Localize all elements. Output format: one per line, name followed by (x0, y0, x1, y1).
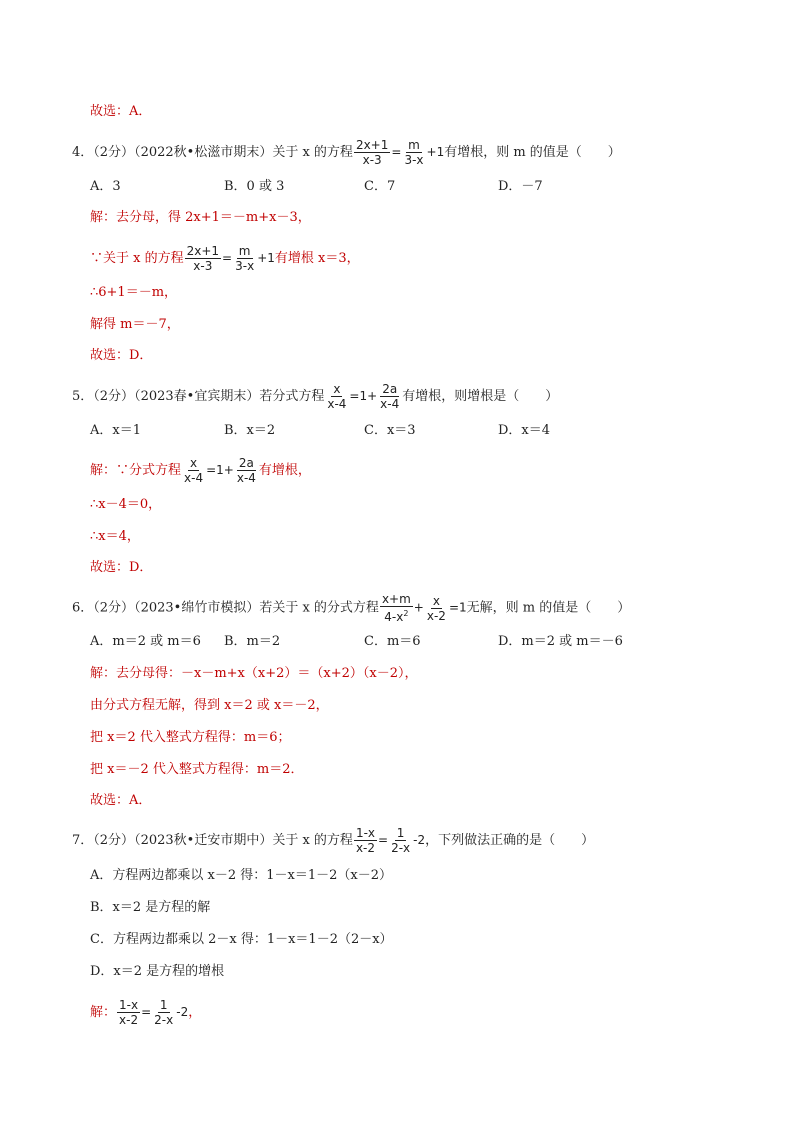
q6-option-c: C．m＝6 (364, 634, 421, 649)
q5-source: （2023春•宜宾期末） (134, 389, 260, 404)
q6-solution-3: 把 x＝2 代入整式方程得：m＝6； (90, 730, 291, 745)
q4-solution-2: ∵关于 x 的方程 $\frac{2x+1}{x-3}$ = $\frac{m}{3-x}$ +1有增根 x＝3， (90, 244, 360, 273)
q7-fraction-2: $\frac{1}{2-x}$ (391, 826, 411, 855)
q7-option-a: A．方程两边都乘以 x－2 得：1－x＝1－2（x－2） (90, 868, 393, 883)
question-6-stem (72, 592, 630, 624)
q6-score: （2分） (93, 600, 135, 616)
q7-eq: = (378, 833, 389, 847)
q6-answer: 故选：A． (90, 793, 152, 808)
q5-option-c: C．x＝3 (364, 423, 416, 438)
q5-solution-1: 解：∵分式方程 $\frac{x}{x-4}$ =1+ $\frac{2a}{x-4}$ 有增根， (90, 456, 311, 485)
q4-stem-b: 有增根，则 m 的值是（ ） (444, 145, 621, 160)
q4-option-a: A．3 (90, 179, 121, 194)
q4-plus1: +1 (426, 145, 445, 159)
q4-eq: = (391, 145, 402, 159)
q7-fraction-1: $\frac{1-x}{x-2}$ (355, 826, 376, 855)
q7-sol-fraction-1: $\frac{1-x}{x-2}$ (119, 998, 139, 1027)
q7-option-c: C．方程两边都乘以 2－x 得：1－x＝1－2（2－x） (90, 932, 393, 947)
q7-number: 7． (72, 833, 94, 848)
q5-option-b: B．x＝2 (224, 423, 276, 438)
q6-source: （2023•绵竹市模拟） (134, 600, 260, 616)
q4-sol2-a: ∵关于 x 的方程 (90, 251, 184, 266)
q6-stem-a: 若关于 x 的分式方程 (259, 600, 379, 616)
prev-answer: 故选：A． (90, 104, 152, 119)
q5-fraction-1: $\frac{x}{x-4}$ (327, 382, 347, 411)
q6-solution-2: 由分式方程无解，得到 x＝2 或 x＝－2， (90, 698, 329, 713)
q5-stem-b: 有增根，则增根是（ ） (402, 389, 559, 404)
q4-sol-fraction-2: $\frac{m}{3-x}$ (235, 244, 255, 273)
q7-sol-fraction-2: $\frac{1}{2-x}$ (154, 998, 174, 1027)
q6-fraction-1: $\frac{x+m}{4-x^2}$ (381, 592, 411, 624)
q7-minus2: -2 (413, 833, 426, 847)
q4-solution-1: 解：去分母，得 2x+1＝－m+x－3， (90, 210, 311, 225)
q5-number: 5． (72, 389, 94, 404)
q4-answer: 故选：D． (90, 348, 153, 363)
q6-fraction-2: $\frac{x}{x-2}$ (426, 593, 446, 623)
q6-option-b: B．m＝2 (224, 634, 281, 649)
q5-sol1-a: 解：∵分式方程 (90, 463, 182, 478)
q4-fraction-2: $\frac{m}{3-x}$ (404, 138, 424, 167)
q5-fraction-2: $\frac{2a}{x-4}$ (380, 382, 400, 411)
q6-option-a: A．m＝2 或 m＝6 (90, 634, 201, 649)
q7-score: （2分） (93, 833, 135, 848)
q6-number: 6． (72, 600, 94, 616)
q6-option-d: D．m＝2 或 m＝－6 (498, 634, 623, 649)
question-4-stem (72, 138, 621, 167)
q5-answer: 故选：D． (90, 560, 153, 575)
q7-sol1-a: 解： (90, 1005, 117, 1020)
q5-solution-3: ∴x＝4， (90, 529, 140, 544)
q4-sol2-b: 有增根 x＝3， (274, 251, 360, 266)
q5-sol1-b: 有增根， (258, 463, 311, 478)
q4-solution-3: ∴6+1＝－m， (90, 285, 178, 300)
q5-solution-2: ∴x－4＝0， (90, 497, 162, 512)
q7-source: （2023秋•迁安市期中） (134, 833, 273, 848)
question-7-stem (72, 826, 594, 855)
q4-option-b: B．0 或 3 (224, 179, 285, 194)
q6-stem-b: 无解，则 m 的值是（ ） (466, 600, 631, 616)
q6-solution-4: 把 x＝－2 代入整式方程得：m＝2． (90, 762, 304, 777)
q5-stem-a: 若分式方程 (259, 389, 325, 404)
q4-fraction-1: $\frac{2x+1}{x-3}$ (355, 138, 389, 167)
q7-solution-1: 解： $\frac{1-x}{x-2}$ = $\frac{1}{2-x}$ -2， (90, 998, 202, 1027)
q4-number: 4． (72, 145, 94, 160)
q7-option-b: B．x＝2 是方程的解 (90, 900, 211, 915)
q7-option-d: D．x＝2 是方程的增根 (90, 964, 225, 979)
q4-source: （2022秋•松滋市期末） (134, 145, 273, 160)
q7-stem-b: ，下列做法正确的是（ ） (425, 833, 595, 848)
q4-option-c: C．7 (364, 179, 396, 194)
q7-stem-a: 关于 x 的方程 (272, 833, 353, 848)
q4-score: （2分） (93, 145, 135, 160)
q5-sol-fraction-1: $\frac{x}{x-4}$ (184, 456, 204, 485)
q5-option-a: A．x＝1 (90, 423, 141, 438)
q7-sol1-b: ， (188, 1005, 202, 1020)
q6-eq1: =1 (448, 600, 467, 615)
q4-stem-a: 关于 x 的方程 (272, 145, 353, 160)
q6-plus: + (413, 600, 424, 615)
question-5-stem (72, 382, 558, 411)
q4-solution-4: 解得 m＝－7， (90, 317, 180, 332)
q4-sol-fraction-1: $\frac{2x+1}{x-3}$ (186, 244, 220, 273)
q5-mid: =1+ (349, 389, 378, 403)
q5-option-d: D．x＝4 (498, 423, 551, 438)
q4-option-d: D．－7 (498, 179, 543, 194)
q6-solution-1: 解：去分母得：－x－m+x（x+2）＝（x+2）（x－2）， (90, 666, 418, 681)
q5-score: （2分） (93, 389, 135, 404)
q5-sol-fraction-2: $\frac{2a}{x-4}$ (236, 456, 256, 485)
